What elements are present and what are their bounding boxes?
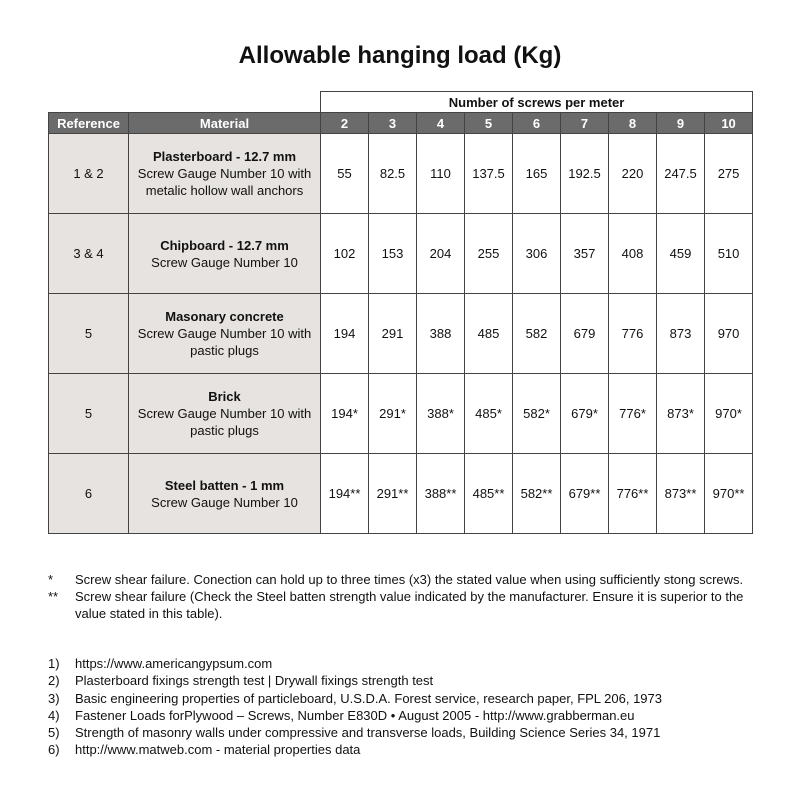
- material-description: Screw Gauge Number 10: [151, 254, 298, 270]
- load-value-cell: 388: [417, 294, 465, 374]
- source-number: 3): [48, 690, 60, 706]
- load-value-cell: 485*: [465, 374, 513, 454]
- reference-cell: 1 & 2: [49, 134, 129, 214]
- table-body: [49, 134, 753, 534]
- load-value-cell: 485**: [465, 454, 513, 534]
- load-value-cell: 165: [513, 134, 561, 214]
- footnote: [48, 571, 748, 588]
- screws-header-6: 6: [513, 113, 561, 134]
- reference-cell: 5: [49, 374, 129, 454]
- group-header-row: [49, 92, 753, 113]
- load-value-cell: 357: [561, 214, 609, 294]
- source-text: Strength of masonry walls under compressive and transverse loads, Building Science Series 34, 1971: [75, 725, 661, 741]
- load-value-cell: 679: [561, 294, 609, 374]
- load-value-cell: 970: [705, 294, 753, 374]
- load-value-cell: 275: [705, 134, 753, 214]
- load-value-cell: 873*: [657, 374, 705, 454]
- screws-header-7: 7: [561, 113, 609, 134]
- source-number: 2): [48, 673, 60, 689]
- load-value-cell: 194: [321, 294, 369, 374]
- load-value-cell: 291**: [369, 454, 417, 534]
- screws-header-9: 9: [657, 113, 705, 134]
- load-value-cell: 55: [321, 134, 369, 214]
- screws-header-3: 3: [369, 113, 417, 134]
- source-number: 5): [48, 725, 60, 741]
- source-item: [48, 707, 768, 724]
- source-text: Plasterboard fixings strength test | Drywall fixings strength test: [75, 673, 434, 689]
- load-value-cell: 388*: [417, 374, 465, 454]
- source-item: [48, 690, 768, 707]
- material-cell: [129, 454, 321, 534]
- source-item: [48, 672, 768, 689]
- material-name: Plasterboard - 12.7 mm: [152, 149, 297, 164]
- footnotes: [48, 571, 748, 622]
- load-value-cell: 192.5: [561, 134, 609, 214]
- screws-header-2: 2: [321, 113, 369, 134]
- source-text: https://www.americangypsum.com: [75, 656, 273, 671]
- load-value-cell: 970*: [705, 374, 753, 454]
- load-value-cell: 388**: [417, 454, 465, 534]
- load-value-cell: 873**: [657, 454, 705, 534]
- load-value-cell: 110: [417, 134, 465, 214]
- load-value-cell: 970**: [705, 454, 753, 534]
- material-name: Steel batten - 1 mm: [164, 477, 285, 493]
- material-cell: [129, 294, 321, 374]
- reference-cell: 6: [49, 454, 129, 534]
- load-value-cell: 291: [369, 294, 417, 374]
- material-name: Brick: [208, 389, 241, 404]
- load-value-cell: 582**: [513, 454, 561, 534]
- source-text: http://www.matweb.com - material properties data: [75, 742, 361, 758]
- material-cell: [129, 214, 321, 294]
- load-value-cell: 194**: [321, 454, 369, 534]
- load-value-cell: 204: [417, 214, 465, 294]
- load-value-cell: 306: [513, 214, 561, 294]
- load-value-cell: 776*: [609, 374, 657, 454]
- load-value-cell: 247.5: [657, 134, 705, 214]
- screws-header-4: 4: [417, 113, 465, 134]
- load-value-cell: 679*: [561, 374, 609, 454]
- load-value-cell: 102: [321, 214, 369, 294]
- hanging-load-table: [48, 91, 753, 534]
- load-value-cell: 582*: [513, 374, 561, 454]
- load-value-cell: 82.5: [369, 134, 417, 214]
- table-row: [49, 454, 753, 534]
- load-value-cell: 873: [657, 294, 705, 374]
- load-value-cell: 408: [609, 214, 657, 294]
- footnote: [48, 588, 748, 622]
- sources-list: [48, 655, 768, 759]
- source-text: Basic engineering properties of particleboard, U.S.D.A. Forest service, research paper, FPL 206, 1973: [75, 690, 662, 706]
- load-value-cell: 679**: [561, 454, 609, 534]
- load-value-cell: 485: [465, 294, 513, 374]
- load-value-cell: 776: [609, 294, 657, 374]
- load-value-cell: 459: [657, 214, 705, 294]
- source-item: [48, 655, 768, 672]
- material-header: Material: [129, 113, 321, 134]
- load-value-cell: 255: [465, 214, 513, 294]
- table-row: [49, 294, 753, 374]
- footnote-mark: **: [48, 589, 59, 604]
- screws-header-5: 5: [465, 113, 513, 134]
- load-value-cell: 510: [705, 214, 753, 294]
- screws-group-header: Number of screws per meter: [321, 92, 753, 113]
- source-text: Fastener Loads forPlywood – Screws, Number E830D • August 2005 - http://www.grabberman.eu: [75, 707, 635, 723]
- load-value-cell: 137.5: [465, 134, 513, 214]
- material-description: Screw Gauge Number 10: [151, 494, 298, 510]
- table-row: [49, 374, 753, 454]
- reference-header: Reference: [49, 113, 129, 134]
- material-description: Screw Gauge Number 10 with pastic plugs: [137, 406, 312, 438]
- source-number: 4): [48, 707, 60, 723]
- load-value-cell: 582: [513, 294, 561, 374]
- table-row: [49, 214, 753, 294]
- footnote-mark: *: [48, 572, 54, 587]
- footnote-text: Screw shear failure. Conection can hold up to three times (x3) the stated value when using sufficiently stong screws.: [75, 572, 744, 587]
- blank-corner: [49, 92, 321, 113]
- material-cell: [129, 374, 321, 454]
- page-title: Allowable hanging load (Kg): [238, 42, 562, 69]
- material-name: Chipboard - 12.7 mm: [160, 237, 289, 253]
- source-item: [48, 741, 768, 758]
- material-description: Screw Gauge Number 10 with metalic hollow wall anchors: [137, 166, 312, 198]
- load-value-cell: 776**: [609, 454, 657, 534]
- screws-header-8: 8: [609, 113, 657, 134]
- reference-cell: 3 & 4: [49, 214, 129, 294]
- material-cell: [129, 134, 321, 214]
- load-value-cell: 291*: [369, 374, 417, 454]
- material-description: Screw Gauge Number 10 with pastic plugs: [137, 326, 312, 358]
- material-name: Masonary concrete: [165, 309, 284, 324]
- source-number: 1): [48, 656, 60, 671]
- load-value-cell: 194*: [321, 374, 369, 454]
- load-value-cell: 153: [369, 214, 417, 294]
- screws-header-10: 10: [705, 113, 753, 134]
- column-header-row: [49, 113, 753, 134]
- table-row: [49, 134, 753, 214]
- source-number: 6): [48, 742, 60, 758]
- reference-cell: 5: [49, 294, 129, 374]
- load-value-cell: 220: [609, 134, 657, 214]
- source-item: [48, 724, 768, 741]
- footnote-text: Screw shear failure (Check the Steel batten strength value indicated by the manufacturer. Ensure it is superior to the value stated in this table).: [75, 589, 744, 621]
